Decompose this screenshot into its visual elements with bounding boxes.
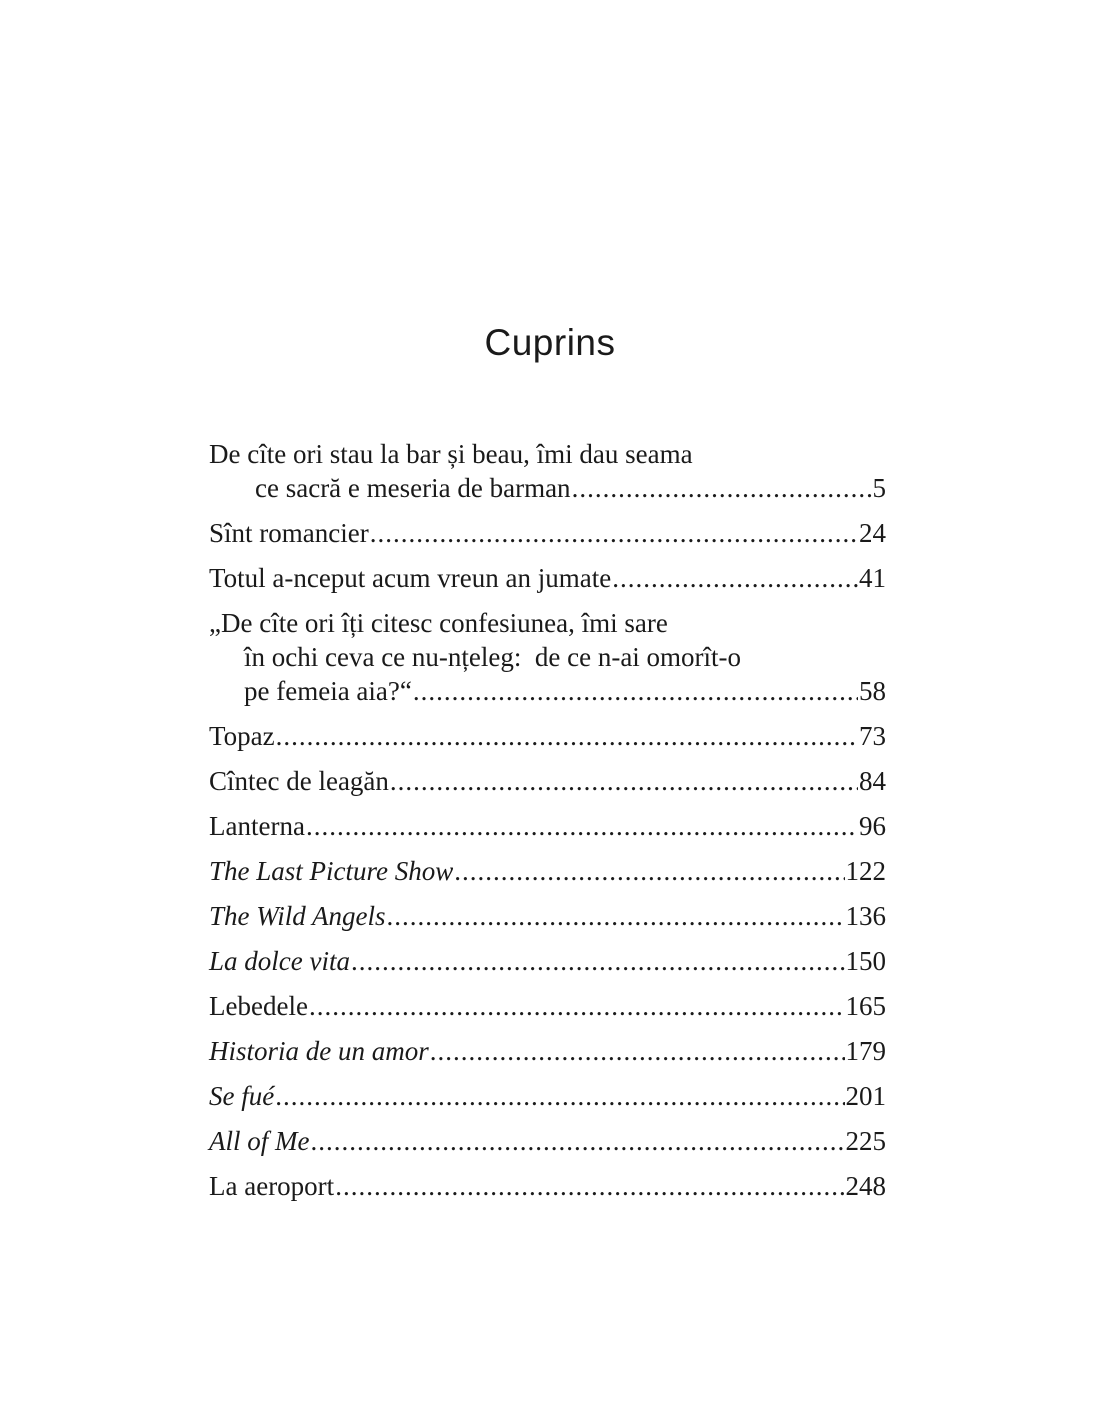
toc-entry-last-line — [209, 809, 886, 843]
toc-page-number: 5 — [872, 473, 886, 503]
dot-leader — [390, 764, 858, 798]
toc-entry-title-line: „De cîte ori îți citesc confesiunea, îmi sare — [209, 608, 668, 638]
toc-page-number: 58 — [859, 676, 886, 706]
toc-entry-last-line — [209, 1034, 886, 1068]
toc-entry — [209, 561, 886, 595]
toc-entry — [209, 1169, 886, 1203]
toc-entry — [209, 516, 886, 550]
toc-entry — [209, 1079, 886, 1113]
toc-entry-title: Se fué — [209, 1081, 275, 1111]
toc-entry-last-line — [209, 899, 886, 933]
toc-entry-last-line — [209, 944, 886, 978]
dot-leader — [351, 944, 845, 978]
dot-leader — [413, 674, 858, 708]
toc-entry — [209, 719, 886, 753]
toc-entry-title-line: ce sacră e meseria de barman — [255, 473, 571, 503]
dot-leader — [430, 1034, 845, 1068]
toc-page-number: 73 — [859, 721, 886, 751]
toc-page-number: 84 — [859, 766, 886, 796]
toc-entry-last-line — [209, 1169, 886, 1203]
toc-entry-last-line — [209, 674, 886, 708]
toc-entry-title: The Last Picture Show — [209, 856, 454, 886]
toc-entry — [209, 989, 886, 1023]
dot-leader — [335, 1169, 844, 1203]
dot-leader — [310, 1124, 844, 1158]
toc-page-number: 136 — [845, 901, 886, 931]
toc-page-number: 165 — [845, 991, 886, 1021]
toc-entry-title: Totul a-nceput acum vreun an jumate — [209, 563, 612, 593]
toc-page-number: 201 — [845, 1081, 886, 1111]
toc-entry-last-line — [209, 764, 886, 798]
toc-entry — [209, 899, 886, 933]
toc-page-number: 122 — [845, 856, 886, 886]
toc-page-number: 41 — [859, 563, 886, 593]
toc-page-number: 96 — [859, 811, 886, 841]
toc-entry-title-line: în ochi ceva ce nu-nțeleg: de ce n-ai omorît-o — [244, 642, 742, 672]
toc-entry-last-line — [209, 516, 886, 550]
toc-entry-title: All of Me — [209, 1126, 310, 1156]
toc-entry-last-line — [209, 719, 886, 753]
dot-leader — [454, 854, 844, 888]
toc-entry-last-line — [209, 561, 886, 595]
toc-entry-last-line — [209, 471, 886, 505]
toc-entry — [209, 437, 886, 505]
dot-leader — [309, 989, 845, 1023]
page-title: Cuprins — [484, 322, 616, 363]
table-of-contents — [209, 437, 886, 1214]
toc-page-number: 248 — [845, 1171, 886, 1201]
dot-leader — [612, 561, 858, 595]
toc-entry-last-line — [209, 1079, 886, 1113]
toc-page-number: 24 — [859, 518, 886, 548]
toc-entry — [209, 1034, 886, 1068]
dot-leader — [370, 516, 858, 550]
toc-entry-title: Topaz — [209, 721, 275, 751]
toc-entry-title: La dolce vita — [209, 946, 350, 976]
dot-leader — [276, 719, 858, 753]
toc-entry — [209, 764, 886, 798]
toc-entry-title: Cîntec de leagăn — [209, 766, 389, 796]
dot-leader — [275, 1079, 844, 1113]
dot-leader — [387, 899, 845, 933]
toc-entry-title: Lebedele — [209, 991, 308, 1021]
toc-page-number: 225 — [845, 1126, 886, 1156]
toc-entry — [209, 944, 886, 978]
toc-entry-title: Historia de un amor — [209, 1036, 429, 1066]
toc-entry-title: Sînt romancier — [209, 518, 369, 548]
dot-leader — [572, 471, 872, 505]
toc-entry-title: The Wild Angels — [209, 901, 386, 931]
dot-leader — [306, 809, 858, 843]
toc-entry-title: La aeroport — [209, 1171, 335, 1201]
toc-page-number: 179 — [845, 1036, 886, 1066]
toc-entry — [209, 1124, 886, 1158]
toc-entry-title: Lanterna — [209, 811, 305, 841]
toc-entry-last-line — [209, 1124, 886, 1158]
toc-entry-title-line: pe femeia aia?“ — [244, 676, 412, 706]
toc-entry-last-line — [209, 854, 886, 888]
toc-entry — [209, 809, 886, 843]
toc-entry — [209, 854, 886, 888]
toc-entry-title-line: De cîte ori stau la bar și beau, îmi dau seama — [209, 439, 693, 469]
toc-entry-last-line — [209, 989, 886, 1023]
toc-entry — [209, 606, 886, 708]
toc-page-number: 150 — [845, 946, 886, 976]
